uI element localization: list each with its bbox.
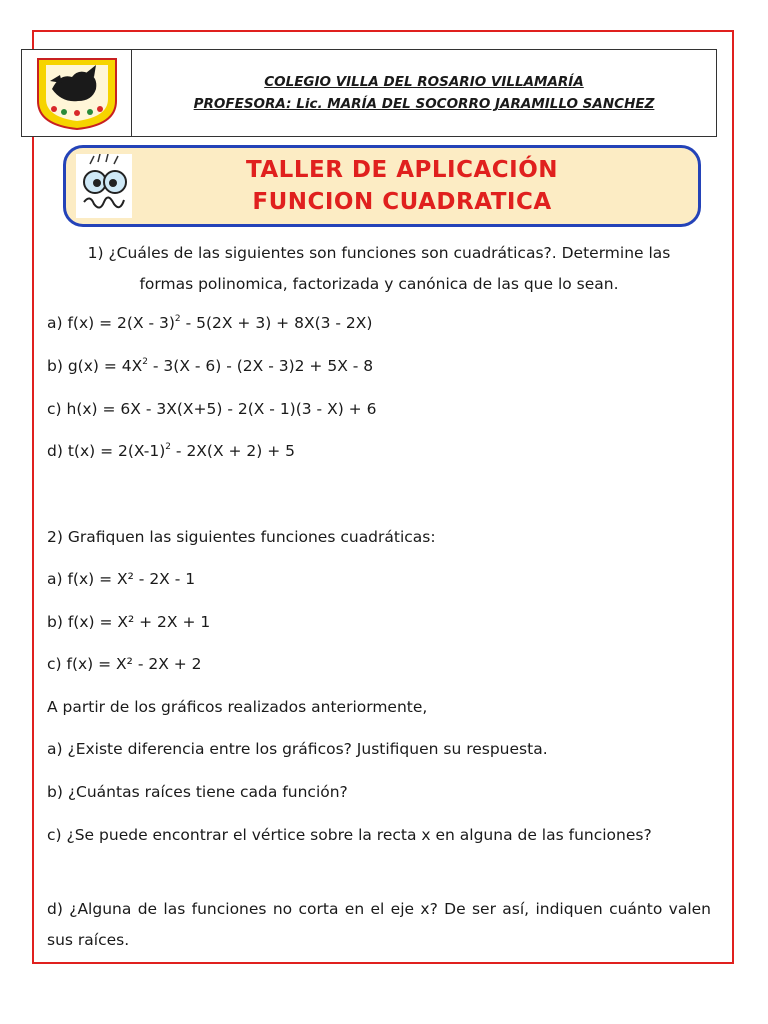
school-name: COLEGIO VILLA DEL ROSARIO VILLAMARÍA: [264, 74, 584, 90]
q1-item-c: c) h(x) = 6X - 3X(X+5) - 2(X - 1)(3 - X) + 6: [47, 400, 377, 418]
teacher-name: PROFESORA: Lic. MARÍA DEL SOCORRO JARAMILLO SANCHEZ: [193, 96, 655, 112]
header-text: [132, 50, 716, 136]
q2-func-a: a) f(x) = X² - 2X - 1: [47, 570, 196, 588]
cartoon-face-icon: [76, 154, 132, 218]
title-line-2: FUNCION CUADRATICA: [252, 189, 552, 215]
header-table: [21, 49, 717, 137]
q2-question-d: d) ¿Alguna de las funciones no corta en el eje x? De ser así, indiquen cuánto valen sus raíces.: [47, 900, 711, 949]
title-line-1: TALLER DE APLICACIÓN: [245, 157, 559, 183]
q1-intro-line-2: formas polinomica, factorizada y canónica de las que lo sean.: [139, 275, 619, 293]
q2-func-c: c) f(x) = X² - 2X + 2: [47, 655, 202, 673]
q1-intro-line-1: 1) ¿Cuáles de las siguientes son funciones son cuadráticas?. Determine las: [87, 244, 671, 262]
title-box: [63, 145, 701, 227]
q2-question-b: b) ¿Cuántas raíces tiene cada función?: [47, 783, 348, 801]
school-crest-icon: [32, 55, 122, 131]
q1-item-b: b) $g(x) = 4X^2 - 3(X - 6) - (2X - 3)2 + 5X - 8$: [47, 357, 374, 375]
q1-intro: [47, 238, 711, 300]
q2-intro: 2) Grafiquen las siguientes funciones cuadráticas:: [47, 528, 436, 546]
school-logo-cell: [22, 50, 132, 136]
q2-lead: A partir de los gráficos realizados anteriormente,: [47, 698, 428, 716]
worksheet-title: [146, 154, 658, 218]
q1-item-d: d) $t(x) = 2(X-1)^2 - 2X(X + 2) + 5$: [47, 442, 296, 460]
q2-question-a: a) ¿Existe diferencia entre los gráficos? Justifiquen su respuesta.: [47, 740, 548, 758]
q2-func-b: b) f(x) = X² + 2X + 1: [47, 613, 211, 631]
q1-item-a: a) f(x) = 2(X - 3)$^2$ - 5(2X + 3) + 8X(3 - 2X): [47, 314, 373, 332]
q2-question-c: c) ¿Se puede encontrar el vértice sobre la recta x en alguna de las funciones?: [47, 826, 652, 844]
